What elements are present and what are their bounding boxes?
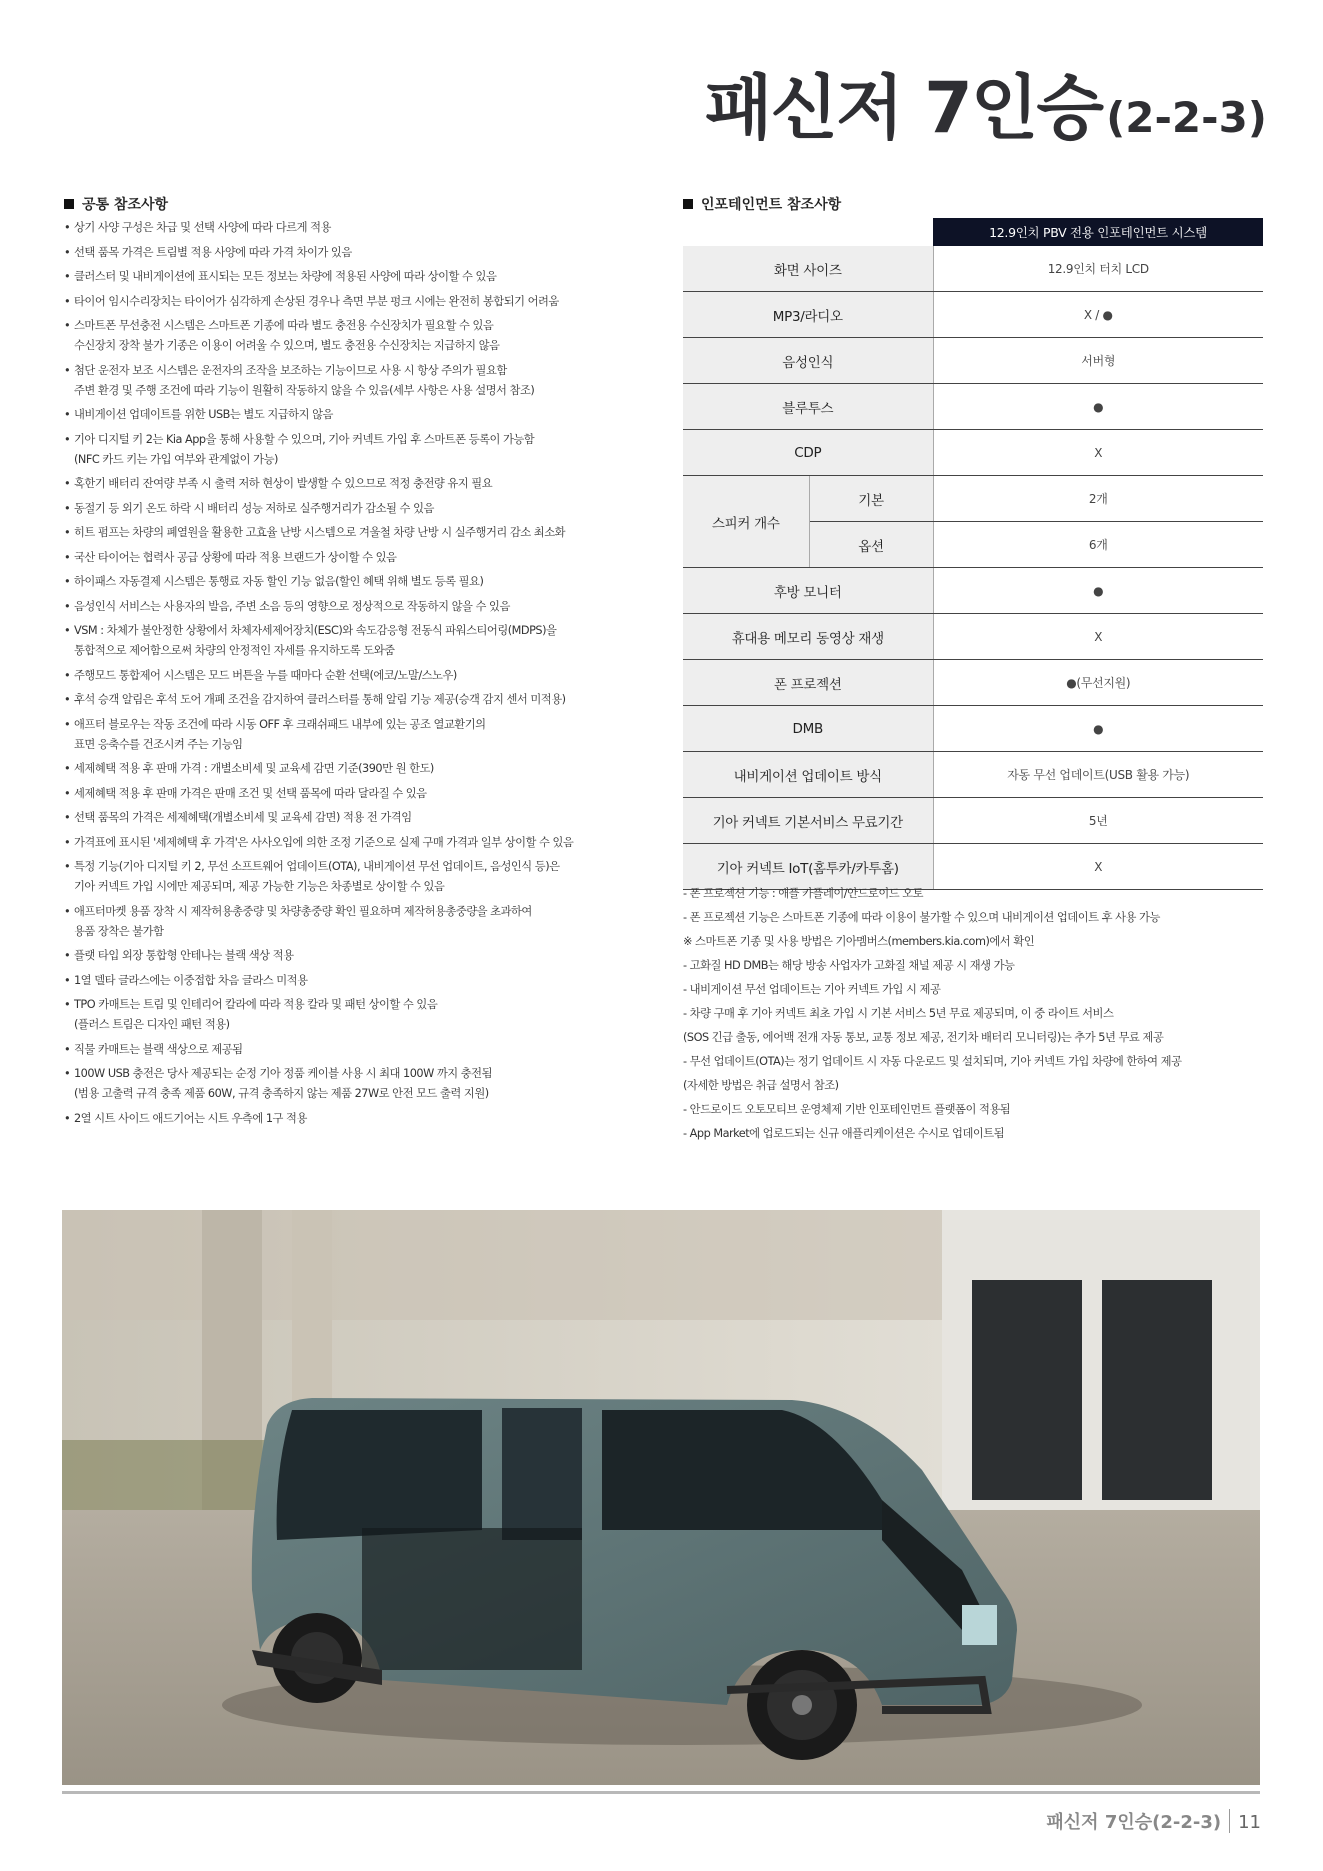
common-note-item: • 선택 품목의 가격은 세제혜택(개별소비세 및 교육세 감면) 적용 전 가격임 [64, 808, 624, 828]
common-note-item: • 플랫 타입 외장 통합형 안테나는 블랙 색상 적용 [64, 946, 624, 966]
common-note-item: • 히트 펌프는 차량의 폐열원을 활용한 고효율 난방 시스템으로 겨울철 차량 난방 시 실주행거리 감소 최소화 [64, 523, 624, 543]
table-header-empty [683, 218, 933, 246]
spec-label: 내비게이션 업데이트 방식 [683, 752, 933, 798]
speaker-option-value: 6개 [933, 522, 1263, 568]
spec-value: X [933, 844, 1263, 890]
common-note-item: • 국산 타이어는 협력사 공급 상황에 따라 적용 브랜드가 상이할 수 있음 [64, 548, 624, 568]
common-note-item: • 음성인식 서비스는 사용자의 발음, 주변 소음 등의 영향으로 정상적으로 작동하지 않을 수 있음 [64, 597, 624, 617]
page-title-main: 패신저 7인승 [704, 67, 1103, 149]
page-title [705, 52, 1267, 153]
spec-value: 12.9인치 터치 LCD [933, 246, 1263, 292]
table-header-system: 12.9인치 PBV 전용 인포테인먼트 시스템 [933, 218, 1263, 246]
spec-value: ● [933, 384, 1263, 430]
infotainment-note-item: - 내비게이션 무선 업데이트는 기아 커넥트 가입 시 제공 [683, 983, 941, 996]
table-row [683, 430, 1263, 476]
infotainment-note-item: - 안드로이드 오토모티브 운영체제 기반 인포테인먼트 플랫폼이 적용됨 [683, 1103, 1011, 1116]
spec-label: DMB [683, 706, 933, 752]
infotainment-heading [683, 194, 841, 214]
common-note-item: • 후석 승객 알림은 후석 도어 개폐 조건을 감지하여 클러스터를 통해 알림 기능 제공(승객 감지 센서 미적용) [64, 690, 624, 710]
infotainment-notes-list [683, 882, 1283, 1146]
common-notes-heading-text: 공통 참조사항 [82, 197, 169, 213]
common-note-item: • 내비게이션 업데이트를 위한 USB는 별도 지급하지 않음 [64, 405, 624, 425]
table-row [683, 660, 1263, 706]
square-bullet-icon [683, 199, 693, 209]
common-notes-list [64, 218, 624, 1133]
table-row [683, 292, 1263, 338]
spec-value: X [933, 430, 1263, 476]
common-note-item: • 애프터 블로우는 작동 조건에 따라 시동 OFF 후 크래쉬패드 내부에 있는 공조 열교환기의 표면 응축수를 건조시켜 주는 기능임 [64, 715, 624, 755]
common-note-item: • 2열 시트 사이드 애드기어는 시트 우측에 1구 적용 [64, 1109, 624, 1129]
infotainment-spec-table [683, 218, 1263, 890]
spec-label: 음성인식 [683, 338, 933, 384]
common-note-item: • 스마트폰 무선충전 시스템은 스마트폰 기종에 따라 별도 충전용 수신장치가 필요할 수 있음 수신장치 장착 불가 기종은 이용이 어려울 수 있으며, 별도 충전용 수신장치는 지급하지 않음 [64, 316, 624, 356]
common-note-item: • 가격표에 표시된 '세제혜택 후 가격'은 사사오입에 의한 조정 기준으로 실제 구매 가격과 일부 상이할 수 있음 [64, 833, 624, 853]
common-note-item: • 동절기 등 외기 온도 하락 시 배터리 성능 저하로 실주행거리가 감소될 수 있음 [64, 499, 624, 519]
table-row [683, 338, 1263, 384]
table-header-row [683, 218, 1263, 246]
common-note-item: • 특정 기능(기아 디지털 키 2, 무선 소프트웨어 업데이트(OTA), 내비게이션 무선 업데이트, 음성인식 등)은 기아 커넥트 가입 시에만 제공되며, 제공 가능한 기능은 차종별로 상이할 수 있음 [64, 857, 624, 897]
speaker-basic-label: 기본 [809, 476, 933, 522]
spec-label: 휴대용 메모리 동영상 재생 [683, 614, 933, 660]
common-note-item: • 기아 디지털 키 2는 Kia App을 통해 사용할 수 있으며, 기아 커넥트 가입 후 스마트폰 등록이 가능함 (NFC 카드 키는 가입 여부와 관계없이 가능) [64, 430, 624, 470]
common-note-item: • 상기 사양 구성은 차급 및 선택 사양에 따라 다르게 적용 [64, 218, 624, 238]
table-row-speaker-basic [683, 476, 1263, 522]
common-note-item: • 혹한기 배터리 잔여량 부족 시 출력 저하 현상이 발생할 수 있으므로 적정 충전량 유지 필요 [64, 474, 624, 494]
spec-value: 서버형 [933, 338, 1263, 384]
common-note-item: • 클러스터 및 내비게이션에 표시되는 모든 정보는 차량에 적용된 사양에 따라 상이할 수 있음 [64, 267, 624, 287]
common-note-item: • 100W USB 충전은 당사 제공되는 순정 기아 정품 케이블 사용 시 최대 100W 까지 충전됨 (범용 고출력 규격 충족 제품 60W, 규격 충족하지 않는 제품 27W로 안전 모드 출력 지원) [64, 1064, 624, 1104]
common-note-item: • 타이어 임시수리장치는 타이어가 심각하게 손상된 경우나 측면 부분 펑크 시에는 완전히 봉합되기 어려움 [64, 292, 624, 312]
common-note-item: • 1열 델타 글라스에는 이중접합 차음 글라스 미적용 [64, 971, 624, 991]
table-row [683, 568, 1263, 614]
common-note-item: • TPO 카매트는 트림 및 인테리어 칼라에 따라 적용 칼라 및 패턴 상이할 수 있음 (플러스 트림은 디자인 패턴 적용) [64, 995, 624, 1035]
infotainment-note-item: - 무선 업데이트(OTA)는 정기 업데이트 시 자동 다운로드 및 설치되며, 기아 커넥트 가입 차량에 한하여 제공 (자세한 방법은 취급 설명서 참조) [683, 1055, 1182, 1092]
spec-label: 블루투스 [683, 384, 933, 430]
table-row [683, 798, 1263, 844]
spec-label: MP3/라디오 [683, 292, 933, 338]
spec-label: 화면 사이즈 [683, 246, 933, 292]
page-number: 11 [1238, 1812, 1261, 1833]
common-note-item: • 선택 품목 가격은 트림별 적용 사양에 따라 가격 차이가 있음 [64, 243, 624, 263]
infotainment-note-item: - 폰 프로젝션 기능 : 애플 카플레이/안드로이드 오토 [683, 887, 924, 900]
common-note-item: • VSM : 차체가 불안정한 상황에서 차체자세제어장치(ESC)와 속도감응형 전동식 파워스티어링(MDPS)을 통합적으로 제어함으로써 차량의 안정적인 자세를 유지하도록 도와줌 [64, 621, 624, 661]
page-footer [1046, 1808, 1261, 1834]
common-note-item: • 애프터마켓 용품 장착 시 제작허용총중량 및 차량총중량 확인 필요하며 제작허용총중량을 초과하여 용품 장착은 불가함 [64, 902, 624, 942]
page-title-sub: (2-2-3) [1106, 93, 1267, 142]
spec-label: 폰 프로젝션 [683, 660, 933, 706]
table-row [683, 706, 1263, 752]
spec-value: ● [933, 568, 1263, 614]
speaker-basic-value: 2개 [933, 476, 1263, 522]
table-row [683, 384, 1263, 430]
spec-value: 5년 [933, 798, 1263, 844]
bottom-divider [62, 1791, 1260, 1794]
table-row [683, 752, 1263, 798]
spec-value: X [933, 614, 1263, 660]
infotainment-note-item: - 고화질 HD DMB는 해당 방송 사업자가 고화질 채널 제공 시 재생 가능 [683, 959, 1015, 972]
footer-title: 패신저 7인승(2-2-3) [1046, 1812, 1222, 1833]
common-note-item: • 직물 카매트는 블랙 색상으로 제공됨 [64, 1040, 624, 1060]
spec-value: ● [933, 706, 1263, 752]
common-note-item: • 주행모드 통합제어 시스템은 모드 버튼을 누를 때마다 순환 선택(에코/노말/스노우) [64, 666, 624, 686]
infotainment-note-item: - 폰 프로젝션 기능은 스마트폰 기종에 따라 이용이 불가할 수 있으며 내비게이션 업데이트 후 사용 가능 ※ 스마트폰 기종 및 사용 방법은 기아멤버스(members.kia.com)에서 확인 [683, 911, 1160, 948]
common-note-item: • 하이패스 자동결제 시스템은 통행료 자동 할인 기능 없음(할인 혜택 위해 별도 등록 필요) [64, 572, 624, 592]
spec-value: ●(무선지원) [933, 660, 1263, 706]
footer-separator [1229, 1809, 1230, 1833]
spec-value: 자동 무선 업데이트(USB 활용 가능) [933, 752, 1263, 798]
table-row [683, 246, 1263, 292]
infotainment-heading-text: 인포테인먼트 참조사항 [701, 197, 842, 213]
speaker-option-label: 옵션 [809, 522, 933, 568]
spec-value: X / ● [933, 292, 1263, 338]
common-note-item: • 세제혜택 적용 후 판매 가격은 판매 조건 및 선택 품목에 따라 달라질 수 있음 [64, 784, 624, 804]
vehicle-photo [62, 1210, 1260, 1785]
common-note-item: • 첨단 운전자 보조 시스템은 운전자의 조작을 보조하는 기능이므로 사용 시 항상 주의가 필요함 주변 환경 및 주행 조건에 따라 기능이 원활히 작동하지 않을 수 있음(세부 사항은 사용 설명서 참조) [64, 361, 624, 401]
infotainment-note-item: - 차량 구매 후 기아 커넥트 최초 가입 시 기본 서비스 5년 무료 제공되며, 이 중 라이트 서비스 (SOS 긴급 출동, 에어백 전개 자동 통보, 교통 정보 제공, 전기차 배터리 모니터링)는 추가 5년 무료 제공 [683, 1007, 1164, 1044]
speaker-count-label: 스피커 개수 [683, 476, 809, 568]
spec-label: 기아 커넥트 기본서비스 무료기간 [683, 798, 933, 844]
spec-label: 후방 모니터 [683, 568, 933, 614]
table-row [683, 614, 1263, 660]
square-bullet-icon [64, 199, 74, 209]
spec-label: 기아 커넥트 IoT(홈투카/카투홈) [683, 844, 933, 890]
common-note-item: • 세제혜택 적용 후 판매 가격 : 개별소비세 및 교육세 감면 기준(390만 원 한도) [64, 759, 624, 779]
common-notes-heading [64, 194, 168, 214]
spec-label: CDP [683, 430, 933, 476]
infotainment-note-item: - App Market에 업로드되는 신규 애플리케이션은 수시로 업데이트됨 [683, 1127, 1005, 1140]
